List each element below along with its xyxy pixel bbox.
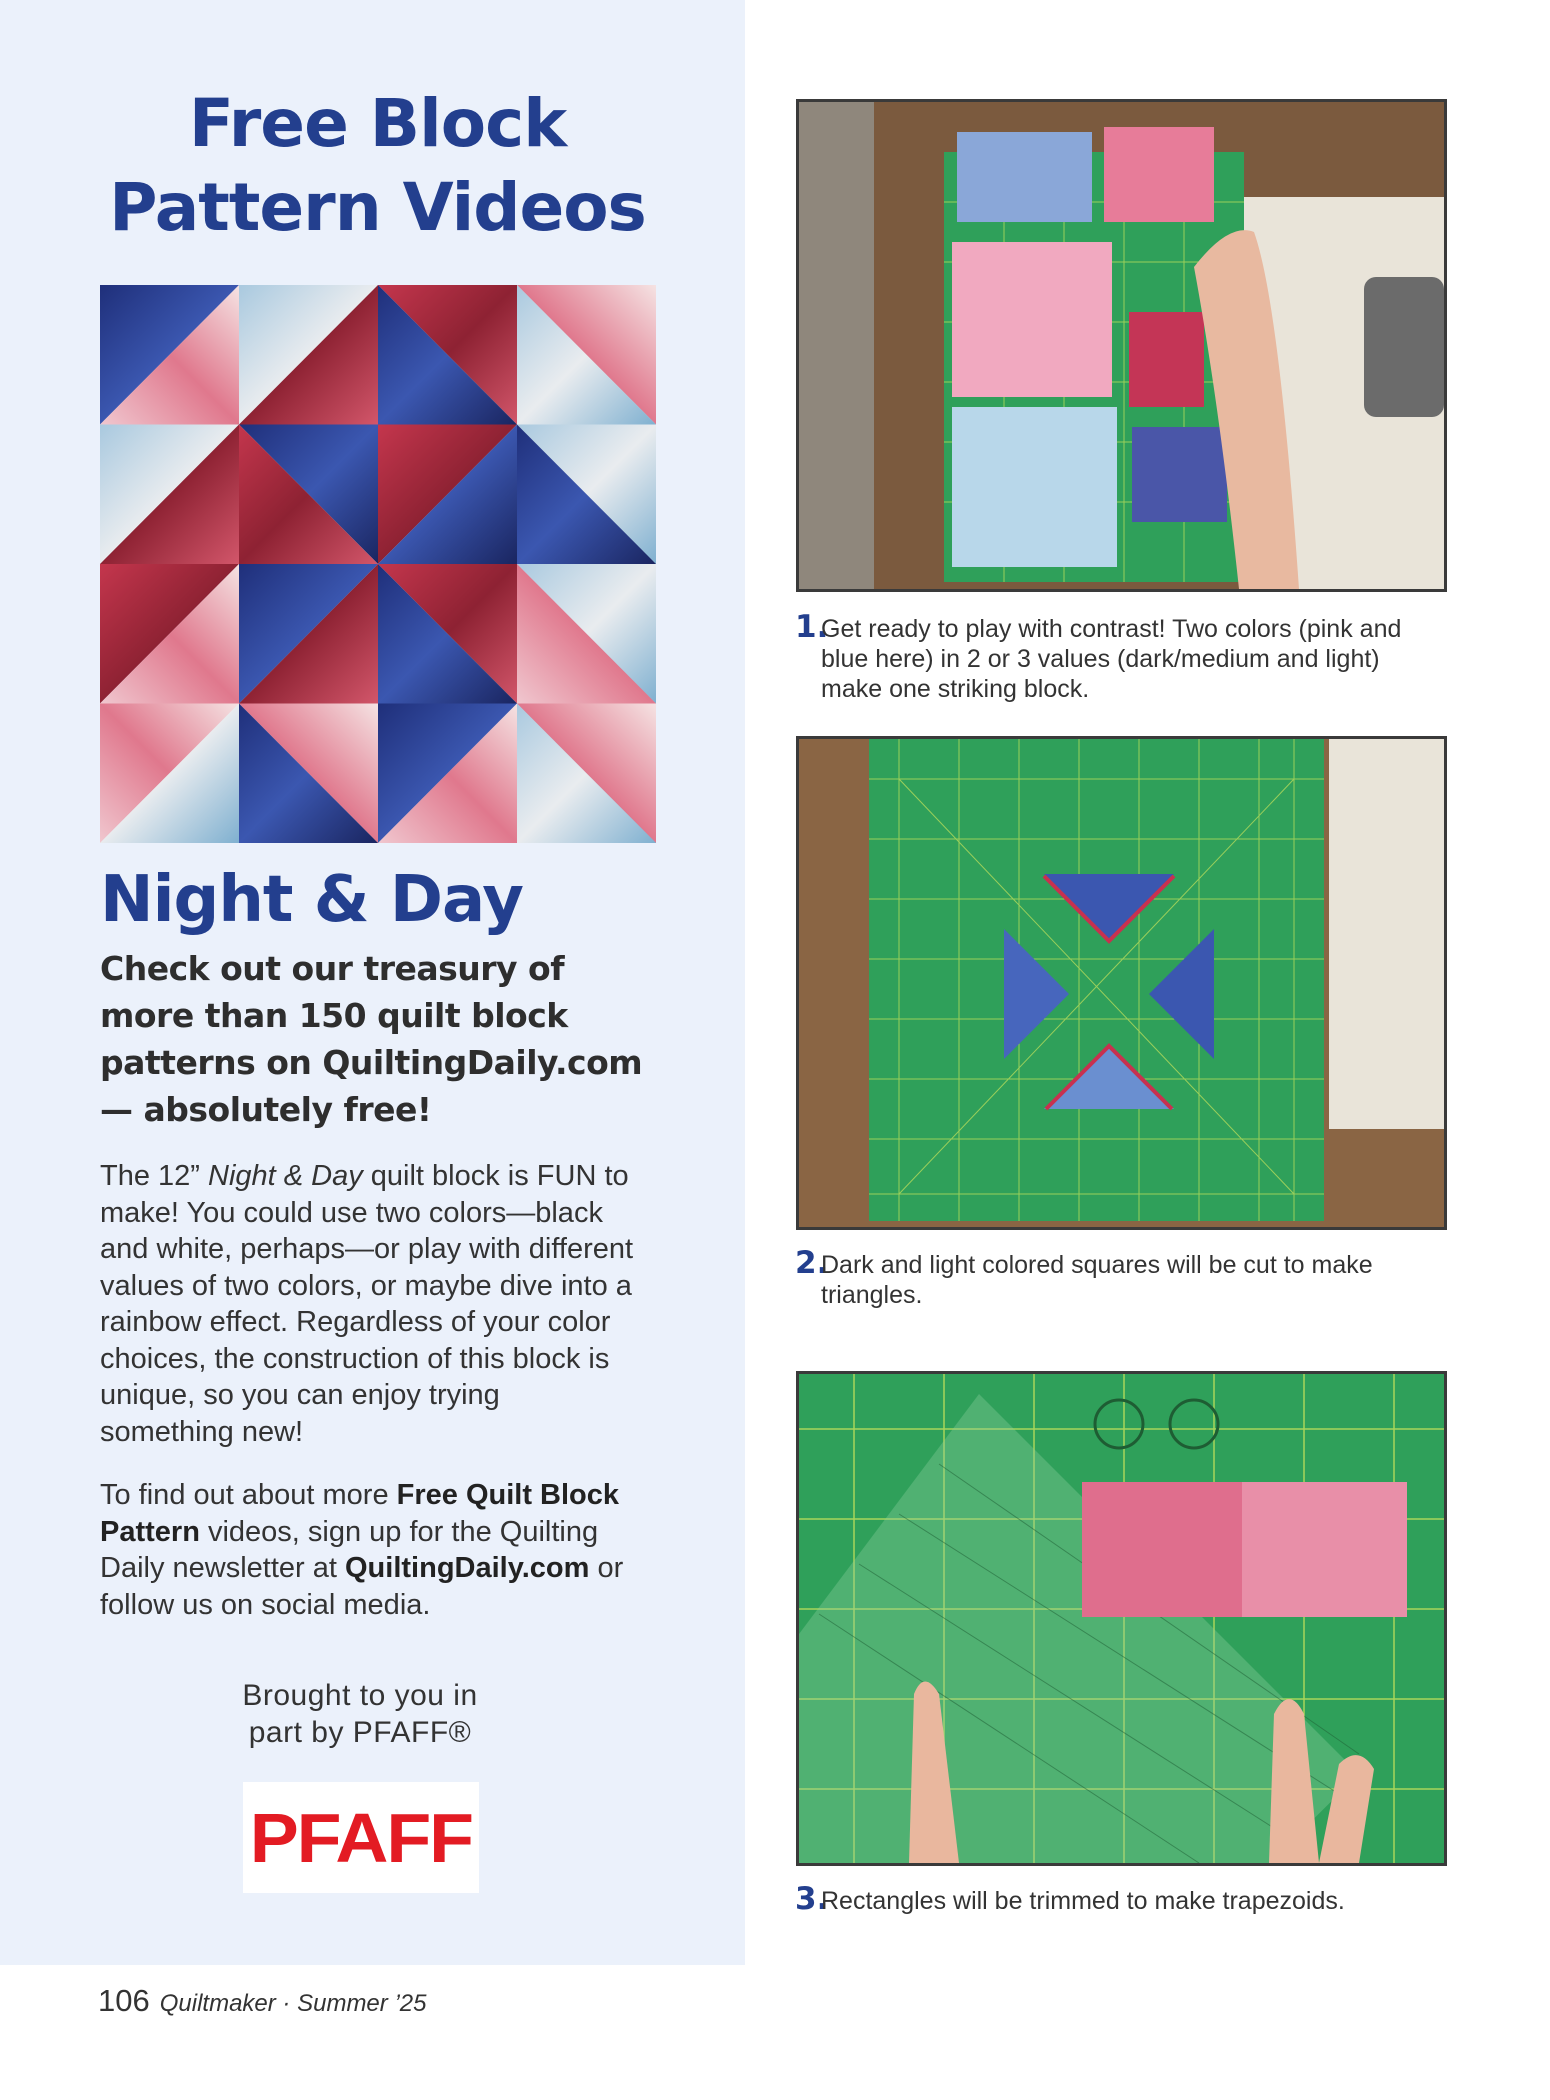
quilt-block-image bbox=[100, 285, 656, 843]
signup-link[interactable]: QuiltingDaily.com bbox=[345, 1552, 590, 1584]
block-name-heading: Night & Day bbox=[100, 863, 523, 937]
step-1-text: Get ready to play with contrast! Two colors (pink and blue here) in 2 or 3 values (dark/medium and light) make one striking block. bbox=[821, 615, 1402, 703]
sponsor-credit bbox=[210, 1677, 510, 1751]
publication-name: Quiltmaker · Summer ’25 bbox=[159, 1990, 427, 2017]
subheading: Check out our treasury of more than 150 quilt block patterns on QuiltingDaily.com— absolutely free! bbox=[100, 949, 643, 1129]
signup-e: or follow us on social media. bbox=[100, 1552, 624, 1621]
intro-pre: The 12” bbox=[100, 1160, 208, 1192]
step-2-text: Dark and light colored squares will be cut to make triangles. bbox=[821, 1251, 1373, 1309]
page-title bbox=[0, 82, 755, 250]
step-1-photo bbox=[796, 99, 1447, 592]
pfaff-logo-text: PFAFF bbox=[249, 1798, 473, 1877]
signup-paragraph bbox=[100, 1477, 660, 1623]
step-1-caption bbox=[795, 609, 1415, 704]
sponsor-line-1: Brought to you in bbox=[242, 1679, 478, 1712]
step-3-text: Rectangles will be trimmed to make trapezoids. bbox=[821, 1887, 1345, 1915]
step-2-photo bbox=[796, 736, 1447, 1230]
step-3-photo bbox=[796, 1371, 1447, 1866]
step-2-number: 2. bbox=[795, 1245, 829, 1281]
sponsor-line-2: part by PFAFF® bbox=[248, 1716, 472, 1749]
step-2-caption bbox=[795, 1245, 1415, 1310]
step-3-number: 3. bbox=[795, 1881, 829, 1917]
signup-b: Free Quilt Block Pattern bbox=[100, 1479, 620, 1548]
page-number: 106 bbox=[98, 1983, 150, 2018]
pfaff-logo bbox=[243, 1782, 479, 1893]
page-footer bbox=[98, 1983, 426, 2019]
step-3-caption bbox=[795, 1881, 1415, 1917]
intro-post: quilt block is FUN to make! You could use two colors—black and white, perhaps—or play with different values of two colors, or maybe dive into a rainbow effect. Regardless of your color choices, the construction of this block is unique, so you can enjoy trying something new! bbox=[100, 1160, 634, 1448]
title-line-2: Pattern Videos bbox=[109, 169, 646, 246]
signup-a: To find out about more bbox=[100, 1479, 397, 1511]
step-1-number: 1. bbox=[795, 609, 829, 645]
intro-block-name: Night & Day bbox=[208, 1160, 363, 1192]
signup-c: videos, sign up for the Quilting Daily newsletter at bbox=[100, 1515, 599, 1584]
title-line-1: Free Block bbox=[188, 85, 567, 162]
intro-paragraph bbox=[100, 1158, 640, 1450]
